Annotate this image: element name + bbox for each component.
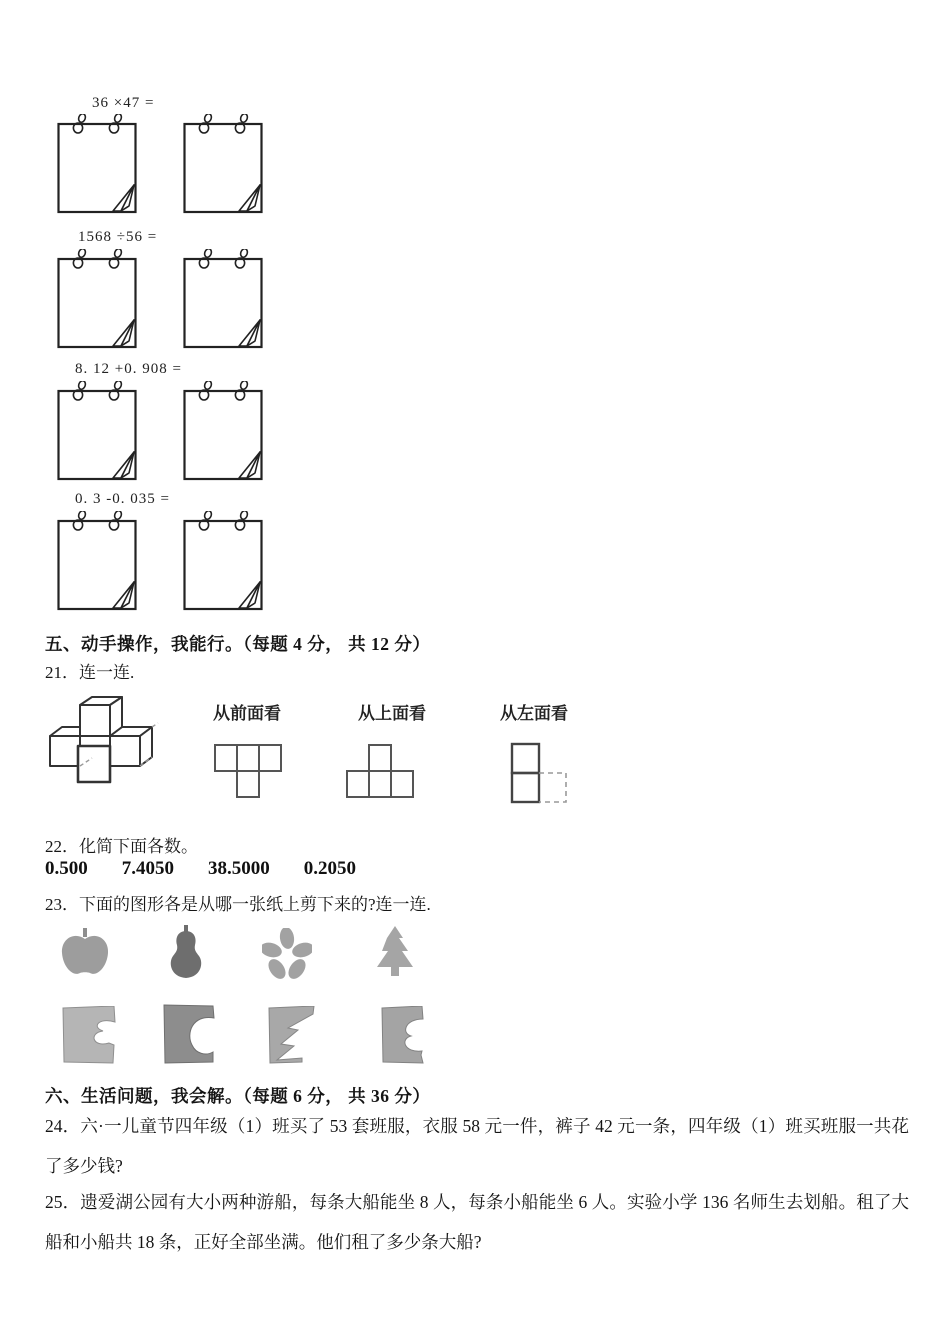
view-front-label: 从前面看 xyxy=(213,704,281,723)
answer-notepad-icon xyxy=(57,511,137,611)
question-23-label: 23．下面的图形各是从哪一张纸上剪下来的?连一连. xyxy=(45,895,431,914)
equation-label: 1568 ÷56 = xyxy=(78,229,158,245)
number-value: 0.2050 xyxy=(303,858,356,879)
view-left-label: 从左面看 xyxy=(500,704,568,723)
number-value: 38.5000 xyxy=(208,858,270,879)
flower-cutout-paper xyxy=(62,1006,116,1064)
answer-notepad-icon xyxy=(57,114,137,214)
gourd-shape xyxy=(165,925,207,981)
number-value: 0.500 xyxy=(45,858,88,879)
cube-stack-figure xyxy=(42,696,170,808)
equation-label: 0. 3 -0. 035 = xyxy=(75,491,170,507)
equation-label: 8. 12 +0. 908 = xyxy=(75,361,182,377)
question-25-text: 25．遗爱湖公园有大小两种游船，每条大船能坐 8 人，每条小船能坐 6 人。实验小学 136 名师生去划船。租了大船和小船共 18 条，正好全部坐满。他们租了多少条大船? xyxy=(45,1192,909,1252)
tree-cutout-paper xyxy=(268,1006,316,1064)
answer-notepad-icon xyxy=(183,511,263,611)
numbers-to-simplify xyxy=(45,858,390,880)
view-left-shape xyxy=(510,742,570,804)
question-22-label: 22．化简下面各数。 xyxy=(45,837,198,856)
view-front-shape xyxy=(214,744,282,800)
section-five-heading: 五、动手操作，我能行。（每题 4 分， 共 12 分） xyxy=(45,634,431,654)
apple-cutout-paper xyxy=(380,1006,424,1064)
number-value: 7.4050 xyxy=(121,858,174,879)
apple-shape xyxy=(58,928,112,978)
answer-notepad-icon xyxy=(57,249,137,349)
answer-notepad-icon xyxy=(183,249,263,349)
answer-notepad-icon xyxy=(57,381,137,481)
flower-shape xyxy=(262,928,312,980)
section-six-heading: 六、生活问题，我会解。（每题 6 分， 共 36 分） xyxy=(45,1086,431,1106)
gourd-cutout-paper xyxy=(163,1004,215,1064)
view-top-label: 从上面看 xyxy=(358,704,426,723)
answer-notepad-icon xyxy=(183,114,263,214)
question-24-text: 24．六·一儿童节四年级（1）班买了 53 套班服，衣服 58 元一件，裤子 42 元一条，四年级（1）班买班服一共花了多少钱? xyxy=(45,1116,909,1176)
pine-tree-shape xyxy=(372,925,418,979)
question-21-label: 21．连一连. xyxy=(45,663,135,682)
answer-notepad-icon xyxy=(183,381,263,481)
equation-label: 36 ×47 = xyxy=(92,95,155,111)
view-top-shape xyxy=(346,744,414,800)
